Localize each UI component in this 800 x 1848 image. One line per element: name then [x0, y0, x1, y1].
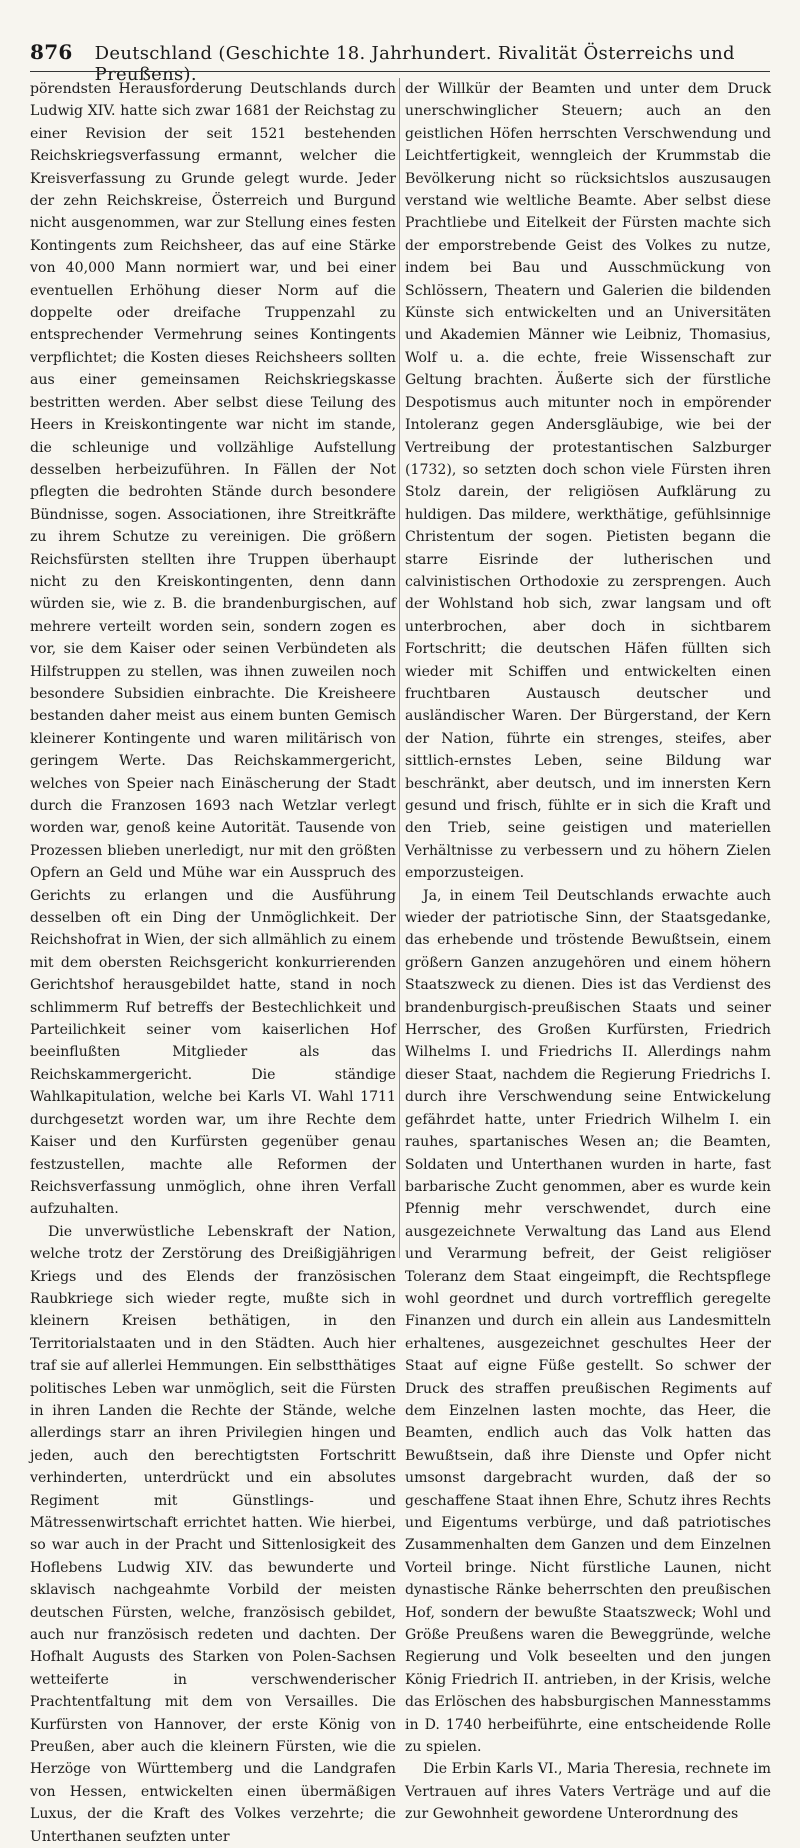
paragraph: pörendsten Herausforderung Deutschlands durch Ludwig XIV. hatte sich zwar 1681 der Reichstag zu einer Revision der seit 1521 bestehenden Reichskriegsverfassung ermannt, welcher die Kreisverfassung zu Grunde gelegt wurde. Jeder der zehn Reichskreise, Österreich und Burgund nicht ausgenommen, war zur Stellung eines festen Kontingents zum Reichsheer, das auf eine Stärke von 40,000 Mann normiert war, und bei einer eventuellen Erhöhung dieser Norm auf die doppelte oder dreifache Truppenzahl zu entsprechender Vermehrung seines Kontingents verpflichtet; die Kosten dieses Reichsheers sollten aus einer gemeinsamen Reichskriegskasse bestritten werden. Aber selbst diese Teilung des Heers in Kreiskontingente war nicht im stande, die schleunige und vollzählige Aufstellung desselben herbeizuführen. In Fällen der Not pflegten die bedrohten Stände durch besondere Bündnisse, sogen. Associationen, ihre Streitkräfte zu ihrem Schutze zu vereinigen. Die größern Reichsfürsten stellten ihre Truppen überhaupt nicht zu den Kreiskontingenten, denn dann würden sie, wie z. B. die brandenburgischen, auf mehrere verteilt worden sein, sondern zogen es vor, sie dem Kaiser oder seinen Verbündeten als Hilfstruppen zu stellen, was ihnen zuweilen noch besondere Subsidien einbrachte. Die Kreisheere bestanden daher meist aus einem bunten Gemisch kleinerer Kontingente und waren militärisch von geringem Werte. Das Reichskammergericht, welches von Speier nach Einäscherung der Stadt durch die Franzosen 1693 nach Wetzlar verlegt worden war, genoß keine Autorität. Tausende von Prozessen blieben unerledigt, nur mit den größten Opfern an Geld und Mühe war ein Ausspruch des Gerichts zu erlangen und die Ausführung desselben oft ein Ding der Unmöglichkeit. Der Reichshofrat in Wien, der sich allmählich zu einem mit dem obersten Reichsgericht konkurrierenden Gerichtshof herausgebildet hatte, stand in noch schlimmerm Ruf betreffs der Bestechlichkeit und Parteilichkeit seiner vom kaiserlichen Hof beeinflußten Mitglieder als das Reichskammergericht. Die ständige Wahlkapitulation, welche bei Karls VI. Wahl 1711 durchgesetzt worden war, um ihre Rechte dem Kaiser und den Kurfürsten gegenüber genau festzustellen, machte alle Reformen der Reichsverfassung unmöglich, ohne ihren Verfall aufzuhalten. — [30, 81, 396, 1218]
paragraph: Die unverwüstliche Lebenskraft der Nation, welche trotz der Zerstörung des Dreißigjährigen Kriegs und des Elends der französischen Raubkriege sich wieder regte, mußte sich in kleinern Kreisen bethätigen, in den Territorialstaaten und in den Städten. Auch hier traf sie auf allerlei Hemmungen. Ein selbstthätiges politisches Leben war unmöglich, seit die Fürsten in ihren Landen die Rechte der Stände, welche allerdings starr an ihren Privilegien hingen und jeden, auch den berechtigtsten Fortschritt verhinderten, unterdrückt und ein absolutes Regiment mit Günstlings- und Mätressenwirtschaft errichtet hatten. Wie hierbei, so war auch in der Pracht und Sittenlosigkeit des Hoflebens Ludwig XIV. das bewunderte und sklavisch nachgeahmte Vorbild der meisten deutschen Fürsten, welche, französisch gebildet, auch nur französisch redeten und dachten. Der Hofhalt Augusts des Starken von Polen-Sachsen wetteiferte in verschwenderischer Prachtentfaltung mit dem von Versailles. Die Kurfürsten von Hannover, der erste König von Preußen, aber auch die kleinern Fürsten, wie die Herzöge von Württemberg und die Landgrafen von Hessen, entwickelten einen übermäßigen Luxus, der die Kraft des Volkes verzehrte; die Unterthanen seufzten unter — [30, 1223, 396, 1845]
paragraph: Ja, in einem Teil Deutschlands erwachte auch wieder der patriotische Sinn, der Staatsgedanke, das erhebende und tröstende Bewußtsein, einem größern Ganzen anzugehören und einem höhern Staatszweck zu dienen. Dies ist das Verdienst des brandenburgisch-preußischen Staats und seiner Herrscher, des Großen Kurfürsten, Friedrich Wilhelms I. und Friedrichs II. Allerdings nahm dieser Staat, nachdem die Regierung Friedrichs I. durch ihre Verschwendung seine Entwickelung gefährdet hatte, unter Friedrich Wilhelm I. ein rauhes, spartanisches Wesen an; die Beamten, Soldaten und Unterthanen wurden in harte, fast barbarische Zucht genommen, aber es wurde kein Pfennig mehr verschwendet, durch eine ausgezeichnete Verwaltung das Land aus Elend und Verarmung befreit, der Geist religiöser Toleranz dem Staat eingeimpft, die Rechtspflege wohl geordnet und durch vortrefflich geregelte Finanzen und durch ein allein aus Landesmitteln erhaltenes, ausgezeichnet geschultes Heer der Staat auf eigne Füße gestellt. So schwer der Druck des straffen preußischen Regiments auf dem Einzelnen lasten mochte, das Heer, die Beamten, endlich auch das Volk hatten das Bewußtsein, daß ihre Dienste und Opfer nicht umsonst dargebracht wurden, daß der so geschaffene Staat ihnen Ehre, Schutz ihres Rechts und Eigentums verbürge, und daß patriotisches Zusammenhalten dem Ganzen und dem Einzelnen Vorteil bringe. Nicht fürstliche Launen, nicht dynastische Ränke beherrschten den preußischen Hof, sondern der bewußte Staatszweck; Wohl und Größe Preußens waren die Beweggründe, welche Regierung und Volk beseelten und den jungen König Friedrich II. antrieben, in der Krisis, welche das Erlöschen des habsburgischen Mannesstamms in D. 1740 herbeiführte, eine entscheidende Rolle zu spielen. — [405, 887, 771, 1756]
page-header — [30, 40, 770, 85]
running-head: Deutschland (Geschichte 18. Jahrhundert. Rivalität Österreichs und Preußens). — [94, 43, 735, 85]
left-column — [30, 78, 396, 1845]
column-divider — [399, 78, 400, 1258]
right-column — [405, 78, 771, 1823]
paragraph: Die Erbin Karls VI., Maria Theresia, rechnete im Vertrauen auf ihres Vaters Verträge und auf die zur Gewohnheit gewordene Unterordnung des — [405, 1761, 771, 1823]
header-rule — [30, 71, 770, 72]
paragraph: der Willkür der Beamten und unter dem Druck unerschwinglicher Steuern; auch an den geistlichen Höfen herrschten Verschwendung und Leichtfertigkeit, wenngleich der Krummstab die Bevölkerung nicht so rücksichtslos auszusaugen verstand wie weltliche Beamte. Aber selbst diese Prachtliebe und Eitelkeit der Fürsten machte sich der emporstrebende Geist des Volkes zu nutze, indem bei Bau und Ausschmückung von Schlössern, Theatern und Galerien die bildenden Künste sich entwickelten und an Universitäten und Akademien Männer wie Leibniz, Thomasius, Wolf u. a. die echte, freie Wissenschaft zur Geltung brachten. Äußerte sich der fürstliche Despotismus auch mitunter noch in empörender Intoleranz gegen Andersgläubige, wie bei der Vertreibung der protestantischen Salzburger (1732), so setzten doch schon viele Fürsten ihren Stolz darein, der religiösen Aufklärung zu huldigen. Das mildere, werkthätige, gefühlsinnige Christentum der sogen. Pietisten begann die starre Eisrinde der lutherischen und calvinistischen Orthodoxie zu zersprengen. Auch der Wohlstand hob sich, zwar langsam und oft unterbrochen, aber doch in sichtbarem Fortschritt; die deutschen Häfen füllten sich wieder mit Schiffen und entwickelten einen fruchtbaren Austausch deutscher und ausländischer Waren. Der Bürgerstand, der Kern der Nation, führte ein strenges, steifes, aber sittlich-ernstes Leben, seine Bildung war beschränkt, aber deutsch, und im innersten Kern gesund und frisch, fühlte er in sich die Kraft und den Trieb, seine geistigen und materiellen Verhältnisse zu verbessern und zu höhern Zielen emporzusteigen. — [405, 81, 771, 882]
page-number: 876 — [30, 40, 73, 64]
